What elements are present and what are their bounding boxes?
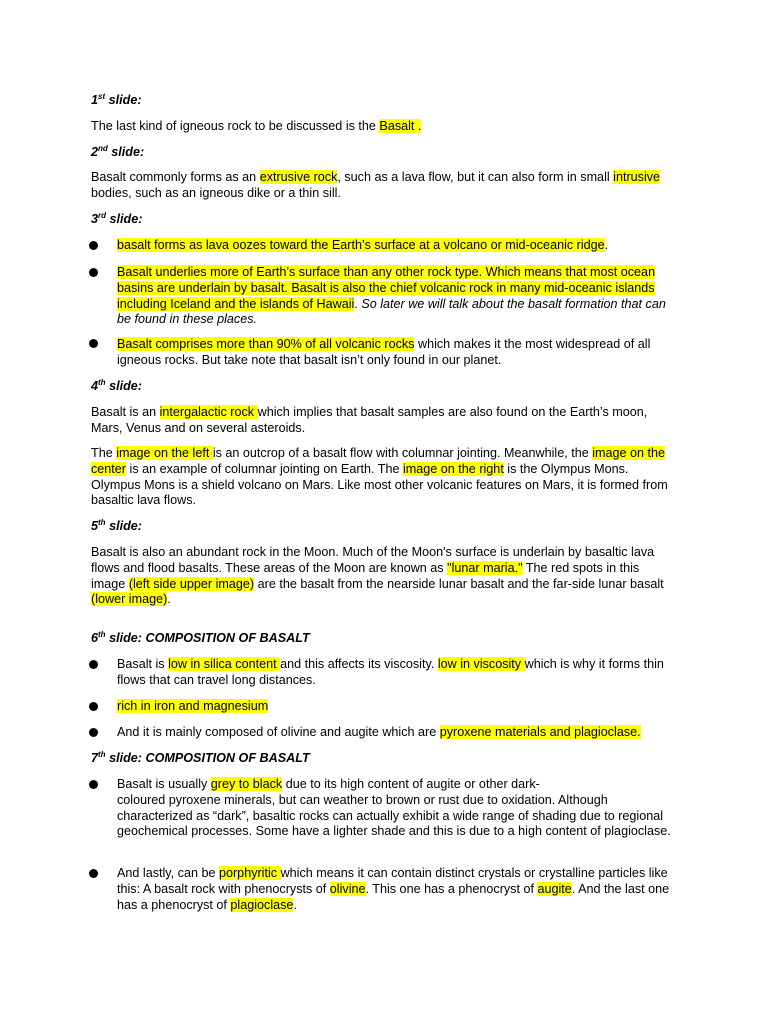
slide-3-bullet-3: Basalt comprises more than 90% of all volcanic rocks which makes it the most widespread of all igneous rocks. But take note that basalt isn’t only found in our planet. bbox=[117, 337, 651, 367]
slide-5-text: Basalt is also an abundant rock in the Moon. Much of the Moon's surface is underlain by basaltic lava flows and flood basalts. These areas of the Moon are known as "lunar maria." The red spots in this image (left side upper image) are the basalt from the nearside lunar basalt and the far-side lunar basalt (lower image). bbox=[91, 545, 664, 607]
highlight: intrusive bbox=[613, 170, 661, 184]
highlight: Basalt underlies more of Earth’s surface than any other rock type. Which means that most ocean basins are underlain by basalt. Basalt is also the chief volcanic rock in many mid-oceanic islands including Iceland and the islands of Hawaii bbox=[117, 265, 656, 311]
slide-1-text: The last kind of igneous rock to be discussed is the Basalt . bbox=[91, 119, 422, 133]
bullet-icon bbox=[89, 869, 98, 878]
bullet-icon bbox=[89, 780, 98, 789]
bullet-icon bbox=[89, 728, 98, 737]
slide-6-bullet-1: Basalt is low in silica content and this affects its viscosity. low in viscosity which is why it forms thin flows that can travel long distances. bbox=[117, 657, 664, 687]
slide-4-text-1: Basalt is an intergalactic rock which implies that basalt samples are also found on the Earth’s moon, Mars, Venus and on several asteroids. bbox=[91, 405, 648, 435]
slide-2-heading: 2nd slide: bbox=[91, 143, 145, 159]
slide-4-heading: 4th slide: bbox=[91, 377, 142, 393]
highlight: image on the left bbox=[116, 446, 213, 460]
bullet-icon bbox=[89, 660, 98, 669]
highlight: basalt forms as lava oozes toward the Earth’s surface at a volcano or mid-oceanic ridge bbox=[117, 238, 605, 252]
highlight: intergalactic rock bbox=[159, 405, 258, 419]
highlight: low in viscosity bbox=[437, 657, 525, 671]
slide-7-bullet-2: And lastly, can be porphyritic which means it can contain distinct crystals or crystalline particles like this: A basalt rock with phenocrysts of olivine. This one has a phenocryst of augite. And the last one has a phenocryst of plagioclase. bbox=[117, 866, 670, 912]
highlight: plagioclase bbox=[230, 897, 294, 912]
bullet-icon bbox=[89, 339, 98, 348]
bullet-icon bbox=[89, 268, 98, 277]
highlight: (left side upper image) bbox=[128, 576, 255, 591]
highlight: olivine bbox=[329, 881, 366, 896]
slide-6-bullet-2 bbox=[117, 699, 677, 715]
slide-3-heading: 3rd slide: bbox=[91, 210, 143, 226]
highlight: extrusive rock bbox=[259, 170, 338, 184]
highlight: image on the center bbox=[91, 446, 666, 476]
slide-2-text: Basalt commonly forms as an extrusive rock, such as a lava flow, but it can also form in small intrusive bodies, such as an igneous dike or a thin sill. bbox=[91, 170, 661, 200]
slide-3-bullet-1: basalt forms as lava oozes toward the Earth’s surface at a volcano or mid-oceanic ridge. bbox=[117, 238, 609, 252]
highlight: porphyritic bbox=[218, 866, 281, 880]
highlight: grey to black bbox=[210, 777, 283, 791]
highlight: image on the right bbox=[403, 461, 504, 476]
highlight: (lower image) bbox=[91, 592, 168, 607]
highlight: Basalt . bbox=[379, 119, 422, 133]
highlight: augite bbox=[537, 881, 572, 896]
highlight: "lunar maria." bbox=[447, 560, 523, 575]
slide-1-heading: 1st slide: bbox=[91, 91, 142, 107]
slide-7-bullet-1: Basalt is usually grey to black due to its high content of augite or other dark- coloured pyroxene minerals, but can weather to brown or rust due to oxidation. Although characterized as “dark”, basaltic rocks can actually exhibit a wide range of shading due to regional geochemical processes. Some have a lighter shade and this is due to a high content of plagioclase. bbox=[117, 777, 671, 839]
bullet-icon bbox=[89, 702, 98, 711]
slide-5-heading: 5th slide: bbox=[91, 517, 142, 533]
highlight: Basalt comprises more than 90% of all volcanic rocks bbox=[117, 337, 415, 351]
slide-6-bullet-3: And it is mainly composed of olivine and augite which are pyroxene materials and plagioclase. bbox=[117, 725, 641, 739]
highlight: pyroxene materials and plagioclase. bbox=[439, 725, 641, 739]
slide-6-heading: 6th slide: COMPOSITION OF BASALT bbox=[91, 629, 310, 645]
slide-3-bullet-2: Basalt underlies more of Earth’s surface than any other rock type. Which means that most ocean basins are underlain by basalt. Basalt is also the chief volcanic rock in many mid-oceanic islands including Iceland and the islands of Hawaii. So later we will talk about the basalt formation that can be found in these places. bbox=[117, 265, 666, 327]
highlight: low in silica content bbox=[168, 657, 281, 671]
highlight: rich in iron and magnesium bbox=[117, 699, 269, 713]
slide-7-heading: 7th slide: COMPOSITION OF BASALT bbox=[91, 749, 310, 765]
bullet-icon bbox=[89, 241, 98, 250]
slide-4-text-2: The image on the left is an outcrop of a basalt flow with columnar jointing. Meanwhile, the image on the center is an example of columnar jointing on Earth. The image on the right is the Olympus Mons. Olympus Mons is a shield volcano on Mars. Like most other volcanic features on Mars, it is formed from basaltic lava flows. bbox=[91, 446, 668, 508]
